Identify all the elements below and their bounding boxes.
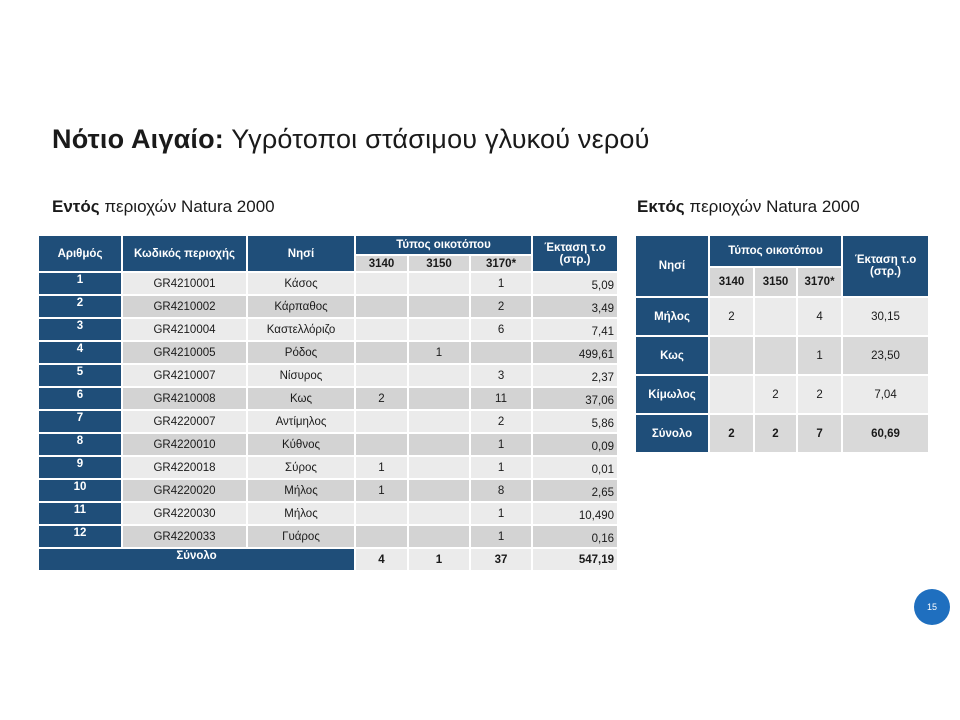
page-number: 15	[926, 602, 937, 612]
header-type-3150: 3150	[409, 256, 471, 273]
area-cell: 3,49	[533, 296, 617, 319]
slide-title-region: Νότιο Αιγαίο:	[52, 124, 224, 154]
type-3150-cell	[755, 337, 798, 376]
island-cell: Κως	[636, 337, 710, 376]
area-cell: 30,15	[843, 298, 928, 337]
left-caption-rest: περιοχών Natura 2000	[99, 197, 275, 216]
table-row	[636, 376, 928, 415]
type-3170-cell: 1	[798, 337, 843, 376]
island-cell: Ρόδος	[248, 342, 356, 365]
type-3170-cell: 1	[471, 503, 533, 526]
type-3140-cell	[356, 273, 409, 296]
type-3170-cell: 2	[471, 296, 533, 319]
row-number: 6	[39, 388, 123, 411]
island-cell: Κίμωλος	[636, 376, 710, 415]
type-3170-cell: 8	[471, 480, 533, 503]
total-area-cell: 547,19	[533, 549, 617, 572]
row-number: 10	[39, 480, 123, 503]
type-3150-cell	[409, 411, 471, 434]
row-number: 7	[39, 411, 123, 434]
type-3140-cell	[710, 337, 755, 376]
island-cell: Κύθνος	[248, 434, 356, 457]
island-cell: Κως	[248, 388, 356, 411]
total-3140-cell: 4	[356, 549, 409, 572]
type-3150-cell	[755, 298, 798, 337]
type-3170-cell	[471, 342, 533, 365]
row-number: 9	[39, 457, 123, 480]
area-cell: 0,16	[533, 526, 617, 549]
area-cell: 5,09	[533, 273, 617, 296]
area-cell: 499,61	[533, 342, 617, 365]
slide-title	[52, 124, 650, 155]
area-cell: 7,41	[533, 319, 617, 342]
table-row	[636, 298, 928, 337]
site-code-cell: GR4210001	[123, 273, 248, 296]
row-number: 4	[39, 342, 123, 365]
table-row	[39, 296, 617, 319]
type-3140-cell	[356, 319, 409, 342]
type-3150-cell: 1	[409, 342, 471, 365]
table-row	[39, 503, 617, 526]
type-3170-cell: 3	[471, 365, 533, 388]
site-code-cell: GR4220030	[123, 503, 248, 526]
header-island: Νησί	[636, 236, 710, 298]
header-site-code: Κωδικός περιοχής	[123, 236, 248, 273]
type-3170-cell: 1	[471, 457, 533, 480]
total-row	[39, 549, 617, 572]
total-label: Σύνολο	[636, 415, 710, 454]
table-row	[39, 319, 617, 342]
type-3170-cell: 6	[471, 319, 533, 342]
site-code-cell: GR4210007	[123, 365, 248, 388]
type-3140-cell	[356, 296, 409, 319]
area-cell: 0,01	[533, 457, 617, 480]
right-caption-rest: περιοχών Natura 2000	[684, 197, 860, 216]
island-cell: Αντίμηλος	[248, 411, 356, 434]
type-3150-cell	[409, 273, 471, 296]
table-row	[39, 365, 617, 388]
header-type-3140: 3140	[710, 268, 755, 298]
island-cell: Γυάρος	[248, 526, 356, 549]
site-code-cell: GR4210004	[123, 319, 248, 342]
type-3170-cell: 1	[471, 526, 533, 549]
site-code-cell: GR4220033	[123, 526, 248, 549]
table-row	[39, 457, 617, 480]
header-area: Έκταση τ.ο (στρ.)	[843, 236, 928, 298]
slide-title-topic: Υγρότοποι στάσιμου γλυκού νερού	[223, 124, 650, 154]
type-3170-cell: 2	[798, 376, 843, 415]
area-cell: 0,09	[533, 434, 617, 457]
type-3140-cell: 1	[356, 457, 409, 480]
row-number: 5	[39, 365, 123, 388]
type-3140-cell	[356, 434, 409, 457]
type-3140-cell	[710, 376, 755, 415]
total-3150-cell: 1	[409, 549, 471, 572]
area-cell: 37,06	[533, 388, 617, 411]
island-cell: Νίσυρος	[248, 365, 356, 388]
island-cell: Μήλος	[248, 480, 356, 503]
type-3150-cell: 2	[755, 376, 798, 415]
type-3150-cell	[409, 480, 471, 503]
table-row	[636, 337, 928, 376]
row-number: 2	[39, 296, 123, 319]
header-island: Νησί	[248, 236, 356, 273]
table-row	[39, 388, 617, 411]
table-row	[39, 411, 617, 434]
island-cell: Κάσος	[248, 273, 356, 296]
island-cell: Σύρος	[248, 457, 356, 480]
site-code-cell: GR4210005	[123, 342, 248, 365]
type-3150-cell	[409, 526, 471, 549]
type-3150-cell	[409, 365, 471, 388]
island-cell: Κάρπαθος	[248, 296, 356, 319]
area-cell: 23,50	[843, 337, 928, 376]
type-3170-cell: 4	[798, 298, 843, 337]
row-number: 12	[39, 526, 123, 549]
type-3150-cell	[409, 296, 471, 319]
row-number: 8	[39, 434, 123, 457]
island-cell: Μήλος	[248, 503, 356, 526]
total-area-cell: 60,69	[843, 415, 928, 454]
site-code-cell: GR4220007	[123, 411, 248, 434]
table-row	[39, 342, 617, 365]
type-3140-cell	[356, 526, 409, 549]
type-3170-cell: 11	[471, 388, 533, 411]
area-cell: 5,86	[533, 411, 617, 434]
site-code-cell: GR4210008	[123, 388, 248, 411]
left-table-caption	[52, 197, 275, 217]
area-cell: 2,37	[533, 365, 617, 388]
natura-inside-table	[39, 236, 617, 572]
total-label: Σύνολο	[39, 549, 356, 572]
site-code-cell: GR4210002	[123, 296, 248, 319]
row-number: 1	[39, 273, 123, 296]
type-3150-cell	[409, 503, 471, 526]
area-cell: 7,04	[843, 376, 928, 415]
page-number-badge	[914, 589, 950, 625]
type-3140-cell	[356, 503, 409, 526]
site-code-cell: GR4220010	[123, 434, 248, 457]
right-caption-bold: Εκτός	[637, 197, 685, 216]
type-3140-cell: 2	[710, 298, 755, 337]
type-3150-cell	[409, 319, 471, 342]
island-cell: Μήλος	[636, 298, 710, 337]
type-3170-cell: 1	[471, 273, 533, 296]
total-3170-cell: 37	[471, 549, 533, 572]
natura-outside-table	[636, 236, 928, 454]
header-number: Αριθμός	[39, 236, 123, 273]
row-number: 3	[39, 319, 123, 342]
table-row	[39, 434, 617, 457]
table-row	[39, 273, 617, 296]
area-cell: 2,65	[533, 480, 617, 503]
total-3140-cell: 2	[710, 415, 755, 454]
header-type-3170: 3170*	[798, 268, 843, 298]
header-type-3150: 3150	[755, 268, 798, 298]
header-habitat-type: Τύπος οικοτόπου	[710, 236, 843, 268]
total-3150-cell: 2	[755, 415, 798, 454]
type-3140-cell	[356, 365, 409, 388]
type-3150-cell	[409, 457, 471, 480]
header-type-3170: 3170*	[471, 256, 533, 273]
site-code-cell: GR4220020	[123, 480, 248, 503]
left-caption-bold: Εντός	[52, 197, 100, 216]
type-3140-cell	[356, 411, 409, 434]
type-3140-cell: 1	[356, 480, 409, 503]
type-3140-cell: 2	[356, 388, 409, 411]
total-row	[636, 415, 928, 454]
type-3150-cell	[409, 388, 471, 411]
header-area: Έκταση τ.ο (στρ.)	[533, 236, 617, 273]
row-number: 11	[39, 503, 123, 526]
table-row	[39, 480, 617, 503]
site-code-cell: GR4220018	[123, 457, 248, 480]
header-type-3140: 3140	[356, 256, 409, 273]
type-3150-cell	[409, 434, 471, 457]
type-3170-cell: 1	[471, 434, 533, 457]
header-habitat-type: Τύπος οικοτόπου	[356, 236, 533, 256]
area-cell: 10,490	[533, 503, 617, 526]
island-cell: Καστελλόριζο	[248, 319, 356, 342]
type-3140-cell	[356, 342, 409, 365]
total-3170-cell: 7	[798, 415, 843, 454]
right-table-caption	[637, 197, 860, 217]
table-row	[39, 526, 617, 549]
type-3170-cell: 2	[471, 411, 533, 434]
